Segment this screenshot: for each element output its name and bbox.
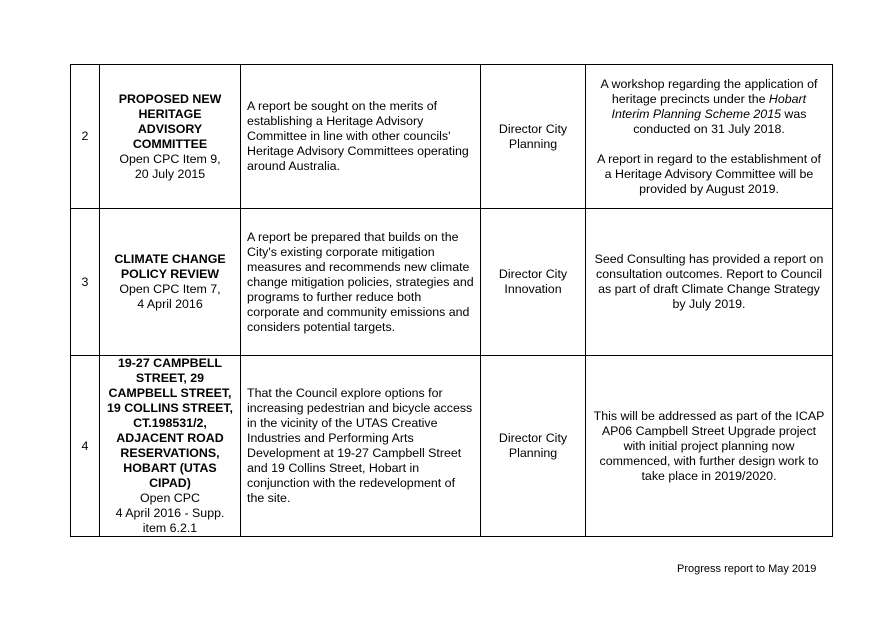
topic-reference: Open CPC Item 9, 20 July 2015 — [119, 151, 221, 181]
item-topic — [100, 209, 241, 356]
item-status — [586, 65, 833, 209]
item-responsibility: Director City Planning — [481, 356, 586, 537]
item-number: 2 — [71, 65, 100, 209]
status-italic-text: Hobart Interim Planning Scheme 2015 — [611, 91, 807, 121]
status-text: A workshop regarding the application of heritage precincts under the — [600, 76, 818, 106]
item-action: A report be sought on the merits of establishing a Heritage Advisory Committee in line with other councils' Heritage Advisory Committees operating around Australia. — [241, 65, 481, 209]
progress-report-table — [70, 64, 833, 537]
table-row — [71, 65, 833, 209]
topic-reference: Open CPC Item 7, 4 April 2016 — [119, 282, 221, 311]
item-responsibility: Director City Planning — [481, 65, 586, 209]
topic-title: 19-27 CAMPBELL STREET, 29 CAMPBELL STREET, 19 COLLINS STREET, CT.198531/2, ADJACENT ROAD RESERVATIONS, HOBART (UTAS CIPAD) — [107, 356, 233, 490]
topic-title: PROPOSED NEW HERITAGE ADVISORY COMMITTEE — [118, 91, 222, 151]
item-responsibility: Director City Innovation — [481, 209, 586, 356]
item-action: That the Council explore options for increasing pedestrian and bicycle access in the vicinity of the UTAS Creative Industries and Performing Arts Development at 19-27 Campbell Street and 19 Collins Street, Hobart in conjunction with the redevelopment of the site. — [241, 356, 481, 537]
status-paragraph — [592, 77, 826, 137]
item-number: 3 — [71, 209, 100, 356]
table-row — [71, 209, 833, 356]
item-status — [586, 209, 833, 356]
topic-reference: Open CPC 4 April 2016 - Supp. item 6.2.1 — [115, 491, 225, 535]
item-status — [586, 356, 833, 537]
status-paragraph: Seed Consulting has provided a report on consultation outcomes. Report to Council as part of draft Climate Change Strategy by July 2019. — [594, 252, 824, 311]
item-topic — [100, 356, 241, 537]
status-paragraph: A report in regard to the establishment of a Heritage Advisory Committee will be provided by August 2019. — [597, 151, 821, 196]
table-row — [71, 356, 833, 537]
item-topic — [100, 65, 241, 209]
status-paragraph: This will be addressed as part of the ICAP AP06 Campbell Street Upgrade project with initial project planning now commenced, with further design work to take place in 2019/2020. — [593, 408, 825, 483]
status-text: was conducted on 31 July 2018. — [633, 106, 807, 136]
page-footer: Progress report to May 2019 — [677, 563, 817, 575]
topic-title: CLIMATE CHANGE POLICY REVIEW — [114, 252, 226, 281]
item-action: A report be prepared that builds on the City's existing corporate mitigation measures and recommends new climate change mitigation policies, strategies and programs to further reduce both corporate and community emissions and considers potential targets. — [241, 209, 481, 356]
item-number: 4 — [71, 356, 100, 537]
